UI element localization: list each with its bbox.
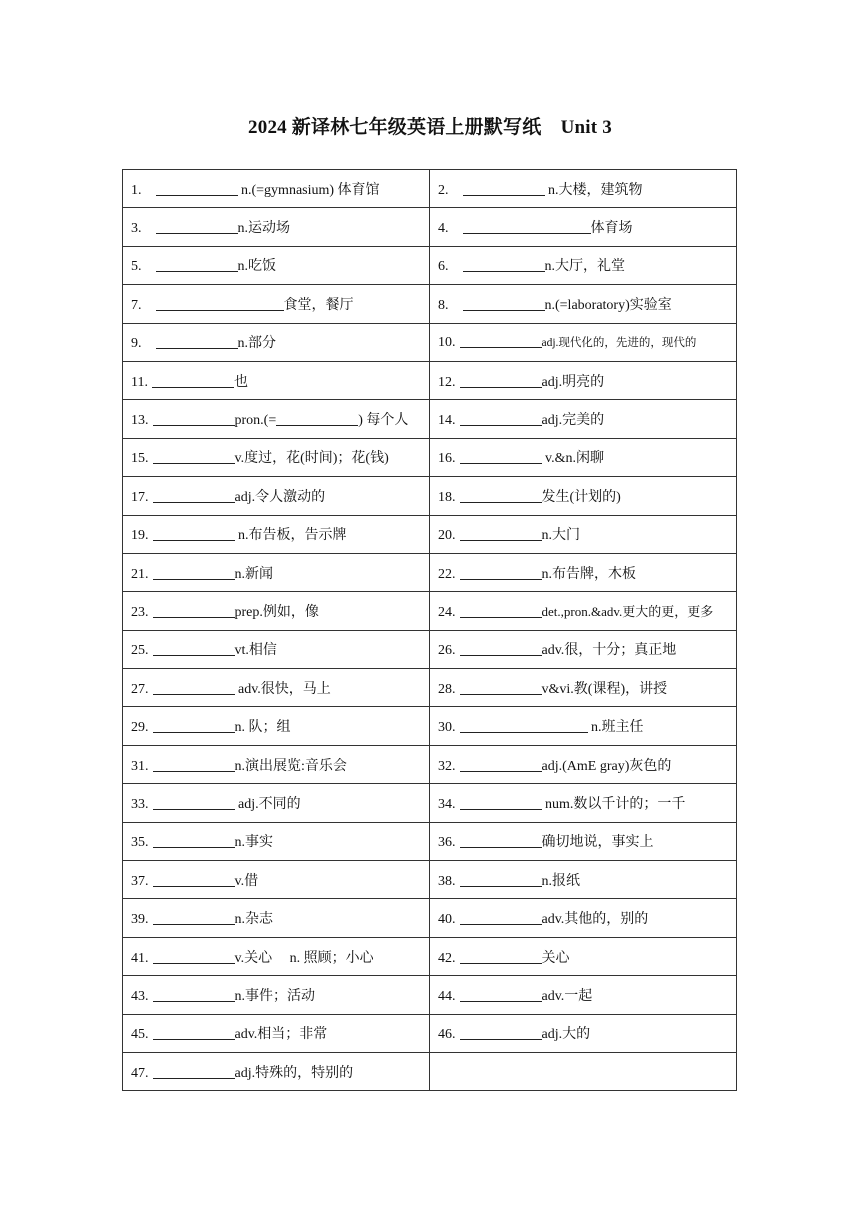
- table-row: [123, 208, 737, 246]
- answer-blank[interactable]: [153, 449, 235, 464]
- vocab-item: [123, 246, 430, 284]
- item-definition: n.杂志: [234, 912, 273, 928]
- item-definition: adj.明亮的: [541, 374, 605, 390]
- vocab-item: [430, 285, 737, 323]
- table-row: [123, 669, 737, 707]
- vocab-item: [430, 400, 737, 438]
- vocab-item: [123, 592, 430, 630]
- table-row: [123, 822, 737, 860]
- table-row: [123, 745, 737, 783]
- item-number: 30.: [438, 720, 456, 736]
- item-definition-tail: ) 每个人: [358, 413, 409, 429]
- answer-blank[interactable]: [153, 987, 235, 1002]
- item-number: 46.: [438, 1027, 456, 1043]
- vocab-item: [430, 899, 737, 937]
- vocab-item: [123, 707, 430, 745]
- answer-blank[interactable]: [153, 1064, 235, 1079]
- item-definition: adj.令人激动的: [234, 489, 326, 505]
- vocab-item: [430, 976, 737, 1014]
- item-definition: adj.大的: [541, 1027, 591, 1043]
- item-definition: det.,pron.&adv.更大的更，更多: [541, 603, 714, 619]
- item-number: 18.: [438, 489, 456, 505]
- vocab-item: [123, 1052, 430, 1090]
- vocab-item: [430, 669, 737, 707]
- item-number: 17.: [131, 489, 149, 505]
- item-number: 5.: [131, 259, 142, 275]
- item-number: 25.: [131, 643, 149, 659]
- vocab-item: [123, 976, 430, 1014]
- item-number: 35.: [131, 835, 149, 851]
- table-row: [123, 1052, 737, 1090]
- item-number: 20.: [438, 528, 456, 544]
- item-definition: n.吃饭: [237, 259, 276, 275]
- item-number: 10.: [438, 335, 456, 351]
- item-definition: vt.相信: [234, 643, 277, 659]
- answer-blank[interactable]: [153, 411, 235, 426]
- item-number: 32.: [438, 758, 456, 774]
- item-number: 36.: [438, 835, 456, 851]
- item-number: 16.: [438, 451, 456, 467]
- answer-blank[interactable]: [156, 296, 284, 311]
- item-definition: num.数以千计的；一千: [541, 796, 686, 812]
- answer-blank[interactable]: [460, 373, 542, 388]
- table-row: [123, 861, 737, 899]
- item-number: 3.: [131, 221, 142, 237]
- item-number: 38.: [438, 873, 456, 889]
- item-definition: n. 队；组: [234, 720, 291, 736]
- item-number: 23.: [131, 604, 149, 620]
- item-number: 9.: [131, 336, 142, 352]
- answer-blank[interactable]: [153, 680, 235, 695]
- item-definition: adv.一起: [541, 988, 593, 1004]
- item-definition: n.事实: [234, 835, 273, 851]
- item-definition: n.运动场: [237, 221, 290, 237]
- table-row: [123, 976, 737, 1014]
- vocab-item: [430, 784, 737, 822]
- answer-blank[interactable]: [153, 949, 235, 964]
- vocab-item: [123, 515, 430, 553]
- answer-blank[interactable]: [460, 795, 542, 810]
- answer-blank[interactable]: [460, 1025, 542, 1040]
- item-number: 41.: [131, 950, 149, 966]
- vocab-item: [430, 1014, 737, 1052]
- item-definition: prep.例如，像: [234, 604, 319, 620]
- item-definition: adv.相当；非常: [234, 1027, 328, 1043]
- table-row: [123, 630, 737, 668]
- item-number: 42.: [438, 950, 456, 966]
- answer-blank[interactable]: [276, 411, 358, 426]
- answer-blank[interactable]: [460, 565, 542, 580]
- table-row: [123, 170, 737, 208]
- vocab-item: [123, 208, 430, 246]
- answer-blank[interactable]: [153, 488, 235, 503]
- answer-blank[interactable]: [153, 603, 235, 618]
- answer-blank[interactable]: [460, 333, 542, 348]
- vocab-item: [430, 438, 737, 476]
- answer-blank[interactable]: [463, 296, 545, 311]
- vocab-item: [123, 285, 430, 323]
- item-number: 11.: [131, 374, 148, 390]
- item-definition: n.布告牌，木板: [541, 566, 636, 582]
- answer-blank[interactable]: [460, 641, 542, 656]
- item-definition: adv.其他的，别的: [541, 912, 649, 928]
- dictation-table-body: [123, 170, 737, 1091]
- item-number: 24.: [438, 604, 456, 620]
- answer-blank[interactable]: [153, 526, 235, 541]
- vocab-item: [123, 477, 430, 515]
- table-row: [123, 438, 737, 476]
- vocab-item: [123, 170, 430, 208]
- vocab-item: [430, 822, 737, 860]
- table-row: [123, 323, 737, 361]
- answer-blank[interactable]: [152, 373, 234, 388]
- vocab-item: [123, 861, 430, 899]
- vocab-item: [430, 745, 737, 783]
- vocab-item: [123, 669, 430, 707]
- vocab-item: [430, 246, 737, 284]
- vocab-item: [123, 400, 430, 438]
- item-definition: n.新闻: [234, 566, 273, 582]
- vocab-item: [430, 477, 737, 515]
- item-definition: 关心: [541, 950, 570, 966]
- item-number: 8.: [438, 297, 449, 313]
- answer-blank[interactable]: [460, 680, 542, 695]
- item-number: 40.: [438, 912, 456, 928]
- item-number: 22.: [438, 566, 456, 582]
- item-definition: n.(=gymnasium) 体育馆: [237, 182, 380, 198]
- table-row: [123, 285, 737, 323]
- item-definition: adj.完美的: [541, 413, 605, 429]
- table-row: [123, 400, 737, 438]
- item-number: 34.: [438, 796, 456, 812]
- vocab-item: [123, 899, 430, 937]
- vocab-item: [430, 323, 737, 361]
- item-definition: n.演出展览:音乐会: [234, 758, 347, 774]
- item-definition: v.关心 n. 照顾；小心: [234, 950, 374, 966]
- table-row: [123, 553, 737, 591]
- item-definition: n.(=laboratory)实验室: [544, 297, 672, 313]
- answer-blank[interactable]: [156, 181, 238, 196]
- answer-blank[interactable]: [460, 488, 542, 503]
- item-number: 28.: [438, 681, 456, 697]
- item-number: 43.: [131, 988, 149, 1004]
- item-definition: v.借: [234, 873, 259, 889]
- item-number: 31.: [131, 758, 149, 774]
- answer-blank[interactable]: [156, 334, 238, 349]
- item-definition: adv.很，十分；真正地: [541, 643, 677, 659]
- vocab-item: [123, 784, 430, 822]
- table-row: [123, 899, 737, 937]
- item-number: 39.: [131, 912, 149, 928]
- answer-blank[interactable]: [460, 833, 542, 848]
- item-number: 12.: [438, 374, 456, 390]
- item-number: 33.: [131, 796, 149, 812]
- answer-blank[interactable]: [153, 718, 235, 733]
- answer-blank[interactable]: [156, 219, 238, 234]
- item-definition: n.大厅，礼堂: [544, 259, 625, 275]
- answer-blank[interactable]: [153, 795, 235, 810]
- vocab-item: [430, 553, 737, 591]
- vocab-item: [123, 1014, 430, 1052]
- vocab-item: [123, 361, 430, 399]
- table-row: [123, 937, 737, 975]
- answer-blank[interactable]: [460, 603, 542, 618]
- item-number: 4.: [438, 221, 449, 237]
- vocab-item: [123, 822, 430, 860]
- item-number: 37.: [131, 873, 149, 889]
- table-row: [123, 515, 737, 553]
- item-definition: 确切地说，事实上: [541, 835, 654, 851]
- item-number: 15.: [131, 451, 149, 467]
- item-definition: n.部分: [237, 336, 276, 352]
- vocab-item: [430, 170, 737, 208]
- answer-blank[interactable]: [153, 641, 235, 656]
- item-definition: adj.特殊的，特别的: [234, 1065, 354, 1081]
- item-number: 29.: [131, 720, 149, 736]
- table-row: [123, 784, 737, 822]
- answer-blank[interactable]: [460, 872, 542, 887]
- answer-blank[interactable]: [463, 257, 545, 272]
- vocab-item: [123, 745, 430, 783]
- vocab-item: [123, 323, 430, 361]
- item-number: 21.: [131, 566, 149, 582]
- answer-blank[interactable]: [463, 181, 545, 196]
- item-definition: n.事件；活动: [234, 988, 315, 1004]
- item-definition: v.度过，花(时间)；花(钱): [234, 451, 389, 467]
- vocab-item: [123, 438, 430, 476]
- item-definition: adv.很快，马上: [234, 681, 331, 697]
- vocab-item: [430, 361, 737, 399]
- item-definition: 食堂，餐厅: [283, 297, 354, 313]
- vocab-item: [430, 208, 737, 246]
- vocab-item: [430, 630, 737, 668]
- item-number: 1.: [131, 182, 142, 198]
- page-title: 2024 新译林七年级英语上册默写纸 Unit 3: [248, 117, 612, 138]
- item-number: 6.: [438, 259, 449, 275]
- item-definition: n.大楼，建筑物: [544, 182, 643, 198]
- item-definition: adj.不同的: [234, 796, 301, 812]
- table-row: [123, 707, 737, 745]
- vocab-item: [123, 553, 430, 591]
- item-number: 7.: [131, 297, 142, 313]
- item-number: 13.: [131, 413, 149, 429]
- item-definition: adj.(AmE gray)灰色的: [541, 758, 672, 774]
- answer-blank[interactable]: [460, 449, 542, 464]
- item-number: 14.: [438, 413, 456, 429]
- vocab-item: [430, 515, 737, 553]
- answer-blank[interactable]: [460, 987, 542, 1002]
- item-number: 44.: [438, 988, 456, 1004]
- item-definition: n.报纸: [541, 873, 580, 889]
- vocab-item: [430, 707, 737, 745]
- answer-blank[interactable]: [153, 872, 235, 887]
- item-definition: adj.现代化的，先进的，现代的: [541, 337, 697, 350]
- vocab-item: [430, 861, 737, 899]
- answer-blank[interactable]: [463, 219, 591, 234]
- answer-blank[interactable]: [460, 526, 542, 541]
- table-row: [123, 592, 737, 630]
- answer-blank[interactable]: [460, 718, 588, 733]
- empty-cell: [430, 1052, 737, 1090]
- table-row: [123, 246, 737, 284]
- item-definition: v.&n.闲聊: [541, 451, 604, 467]
- answer-blank[interactable]: [153, 910, 235, 925]
- item-number: 47.: [131, 1065, 149, 1081]
- item-number: 19.: [131, 528, 149, 544]
- dictation-table: [122, 169, 737, 1091]
- table-row: [123, 477, 737, 515]
- table-row: [123, 1014, 737, 1052]
- answer-blank[interactable]: [153, 565, 235, 580]
- vocab-item: [123, 937, 430, 975]
- vocab-item: [430, 592, 737, 630]
- answer-blank[interactable]: [460, 757, 542, 772]
- item-number: 2.: [438, 182, 449, 198]
- answer-blank[interactable]: [153, 1025, 235, 1040]
- answer-blank[interactable]: [460, 949, 542, 964]
- item-definition: v&vi.教(课程)，讲授: [541, 681, 668, 697]
- item-definition: n.大门: [541, 528, 580, 544]
- item-definition: pron.(=: [234, 413, 277, 429]
- item-number: 27.: [131, 681, 149, 697]
- answer-blank[interactable]: [460, 411, 542, 426]
- answer-blank[interactable]: [460, 910, 542, 925]
- item-definition: n.布告板，告示牌: [234, 528, 347, 544]
- item-number: 45.: [131, 1027, 149, 1043]
- table-row: [123, 361, 737, 399]
- vocab-item: [430, 937, 737, 975]
- item-number: 26.: [438, 643, 456, 659]
- vocab-item: [123, 630, 430, 668]
- item-definition: n.班主任: [587, 720, 644, 736]
- answer-blank[interactable]: [156, 257, 238, 272]
- item-definition: 发生(计划的): [541, 489, 621, 505]
- answer-blank[interactable]: [153, 757, 235, 772]
- item-definition: 也: [233, 374, 248, 390]
- answer-blank[interactable]: [153, 833, 235, 848]
- item-definition: 体育场: [590, 221, 633, 237]
